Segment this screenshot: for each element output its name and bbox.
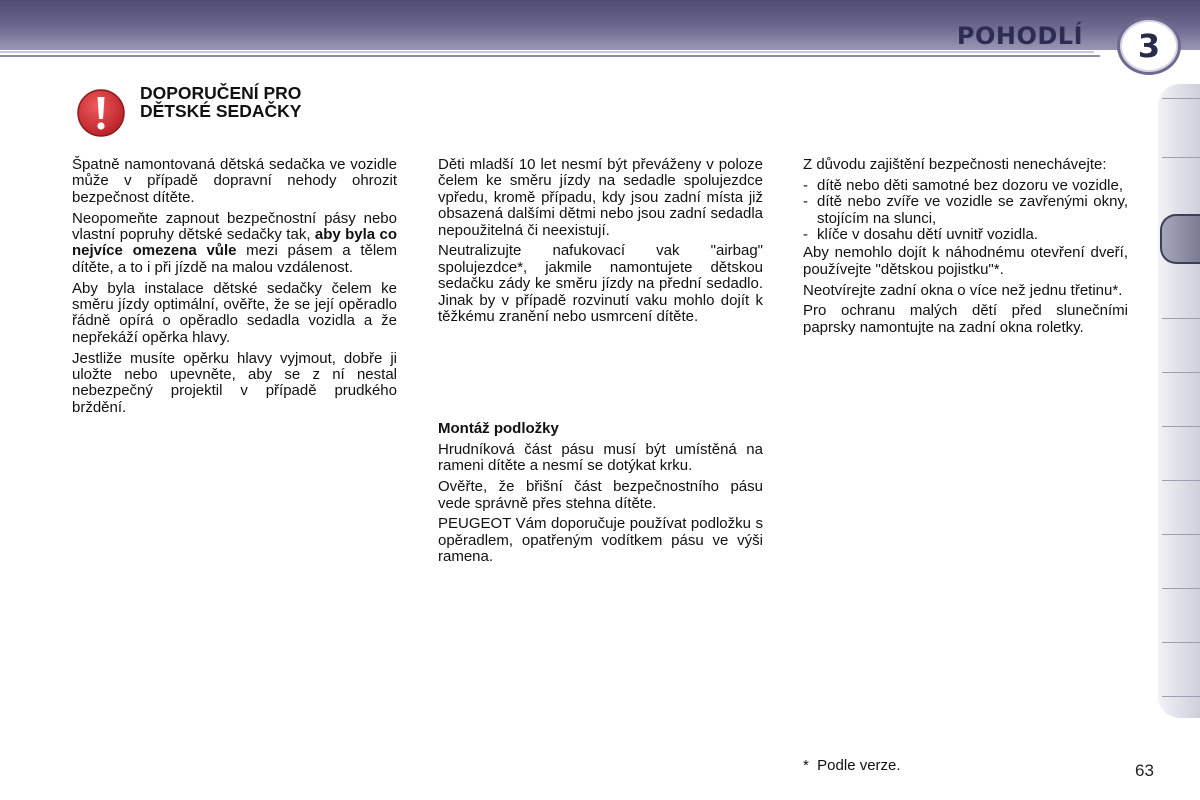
column-2 <box>438 157 763 330</box>
paragraph: Aby nemohlo dojít k náhodnému otevření dveří, používejte "dětskou pojistku"*. <box>803 244 1128 278</box>
chapter-badge <box>1117 17 1181 75</box>
tab-divider <box>1162 157 1200 158</box>
column-2-lower <box>438 442 763 570</box>
chapter-tab-active[interactable] <box>1160 214 1200 264</box>
paragraph: Pro ochranu malých dětí před slunečními paprsky namontujte na zadní okna roletky. <box>803 302 1128 336</box>
paragraph: Z důvodu zajištění bezpečnosti nenechávejte: <box>803 156 1107 173</box>
paragraph <box>72 211 397 277</box>
paragraph-text: Neopomeňte zapnout bezpečnostní pásy nebo vlastní popruhy dětské sedačky tak, <box>72 209 397 244</box>
section-heading <box>140 84 301 120</box>
tab-divider <box>1162 642 1200 643</box>
chapter-title: POHODLÍ <box>956 22 1083 50</box>
bullet-dash: - <box>803 193 808 211</box>
paragraph: Neutralizujte nafukovací vak "airbag" spolujezdce*, jakmile namontujete dětskou sedačku zády ke směru jízdy na přední sedadlo. Jinak by v případě rozvinutí vaku mohlo dojít k těžkému zranění nebo usmrcení dítěte. <box>438 242 763 326</box>
tab-divider <box>1162 534 1200 535</box>
paragraph: Ověřte, že břišní část bezpečnostního pásu vede správně přes stehna dítěte. <box>438 478 763 512</box>
paragraph: Jestliže musíte opěrku hlavy vyjmout, dobře ji uložte nebo upevněte, aby se z ní nestal nebezpečný projektil v případě prudkého brždění. <box>72 349 397 416</box>
list-item-text: dítě nebo děti samotné bez dozoru ve vozidle, <box>817 176 1124 194</box>
tab-divider <box>1162 318 1200 319</box>
bullet-dash: - <box>803 226 808 244</box>
section-heading-line-2: DĚTSKÉ SEDAČKY <box>140 101 302 121</box>
tab-divider <box>1162 372 1200 373</box>
paragraph: Hrudníková část pásu musí být umístěná na rameni dítěte a nesmí se dotýkat krku. <box>438 441 763 475</box>
tab-divider <box>1162 426 1200 427</box>
paragraph: PEUGEOT Vám doporučuje používat podložku s opěradlem, opatřeným vodítkem pásu ve výši ramena. <box>438 515 763 566</box>
warning-icon <box>76 88 126 138</box>
chapter-number: 3 <box>1137 27 1161 65</box>
column-3 <box>803 157 1128 341</box>
subheading-booster-cushion: Montáž podložky <box>438 420 559 437</box>
bullet-dash: - <box>803 176 808 194</box>
paragraph: Aby byla instalace dětské sedačky čelem ke směru jízdy optimální, ověřte, že se její opěradlo řádně opírá o opěradlo sedadla vozidla a že nepřekáží opěrka hlavy. <box>72 279 397 346</box>
section-heading-line-1: DOPORUČENÍ PRO <box>140 83 302 103</box>
tab-divider <box>1162 98 1200 99</box>
paragraph: Neotvírejte zadní okna o více než jednu třetinu*. <box>803 281 1123 299</box>
chapter-tab-strip <box>1158 84 1200 718</box>
tab-divider <box>1162 480 1200 481</box>
tab-divider <box>1162 696 1200 697</box>
paragraph-text: mezi pásem a tělem dítěte, a to i při jízdě na malou vzdálenost. <box>72 242 398 276</box>
bullet-list <box>803 178 1128 244</box>
list-item <box>803 227 1128 243</box>
paragraph: Děti mladší 10 let nesmí být převáženy v poloze čelem ke směru jízdy na sedadle spolujezdce vpředu, kromě případu, kdy jsou zadní místa již obsazená dalšími dětmi nebo jsou zadní sedadla nepoužitelná či neexistují. <box>438 156 763 239</box>
list-item <box>803 194 1128 227</box>
footnote: * Podle verze. <box>803 757 901 774</box>
tab-divider <box>1162 588 1200 589</box>
emphasis-text: aby byla co nejvíce omezena vůle <box>72 226 398 260</box>
paragraph: Špatně namontovaná dětská sedačka ve vozidle může v případě dopravní nehody ohrozit bezpečnost dítěte. <box>72 156 397 206</box>
list-item-text: klíče v dosahu dětí uvnitř vozidla. <box>817 226 1038 244</box>
list-item-text: dítě nebo zvíře ve vozidle se zavřenými okny, stojícím na slunci, <box>817 193 1128 227</box>
page-number: 63 <box>1135 761 1154 780</box>
column-1 <box>72 157 397 421</box>
list-item <box>803 178 1128 194</box>
